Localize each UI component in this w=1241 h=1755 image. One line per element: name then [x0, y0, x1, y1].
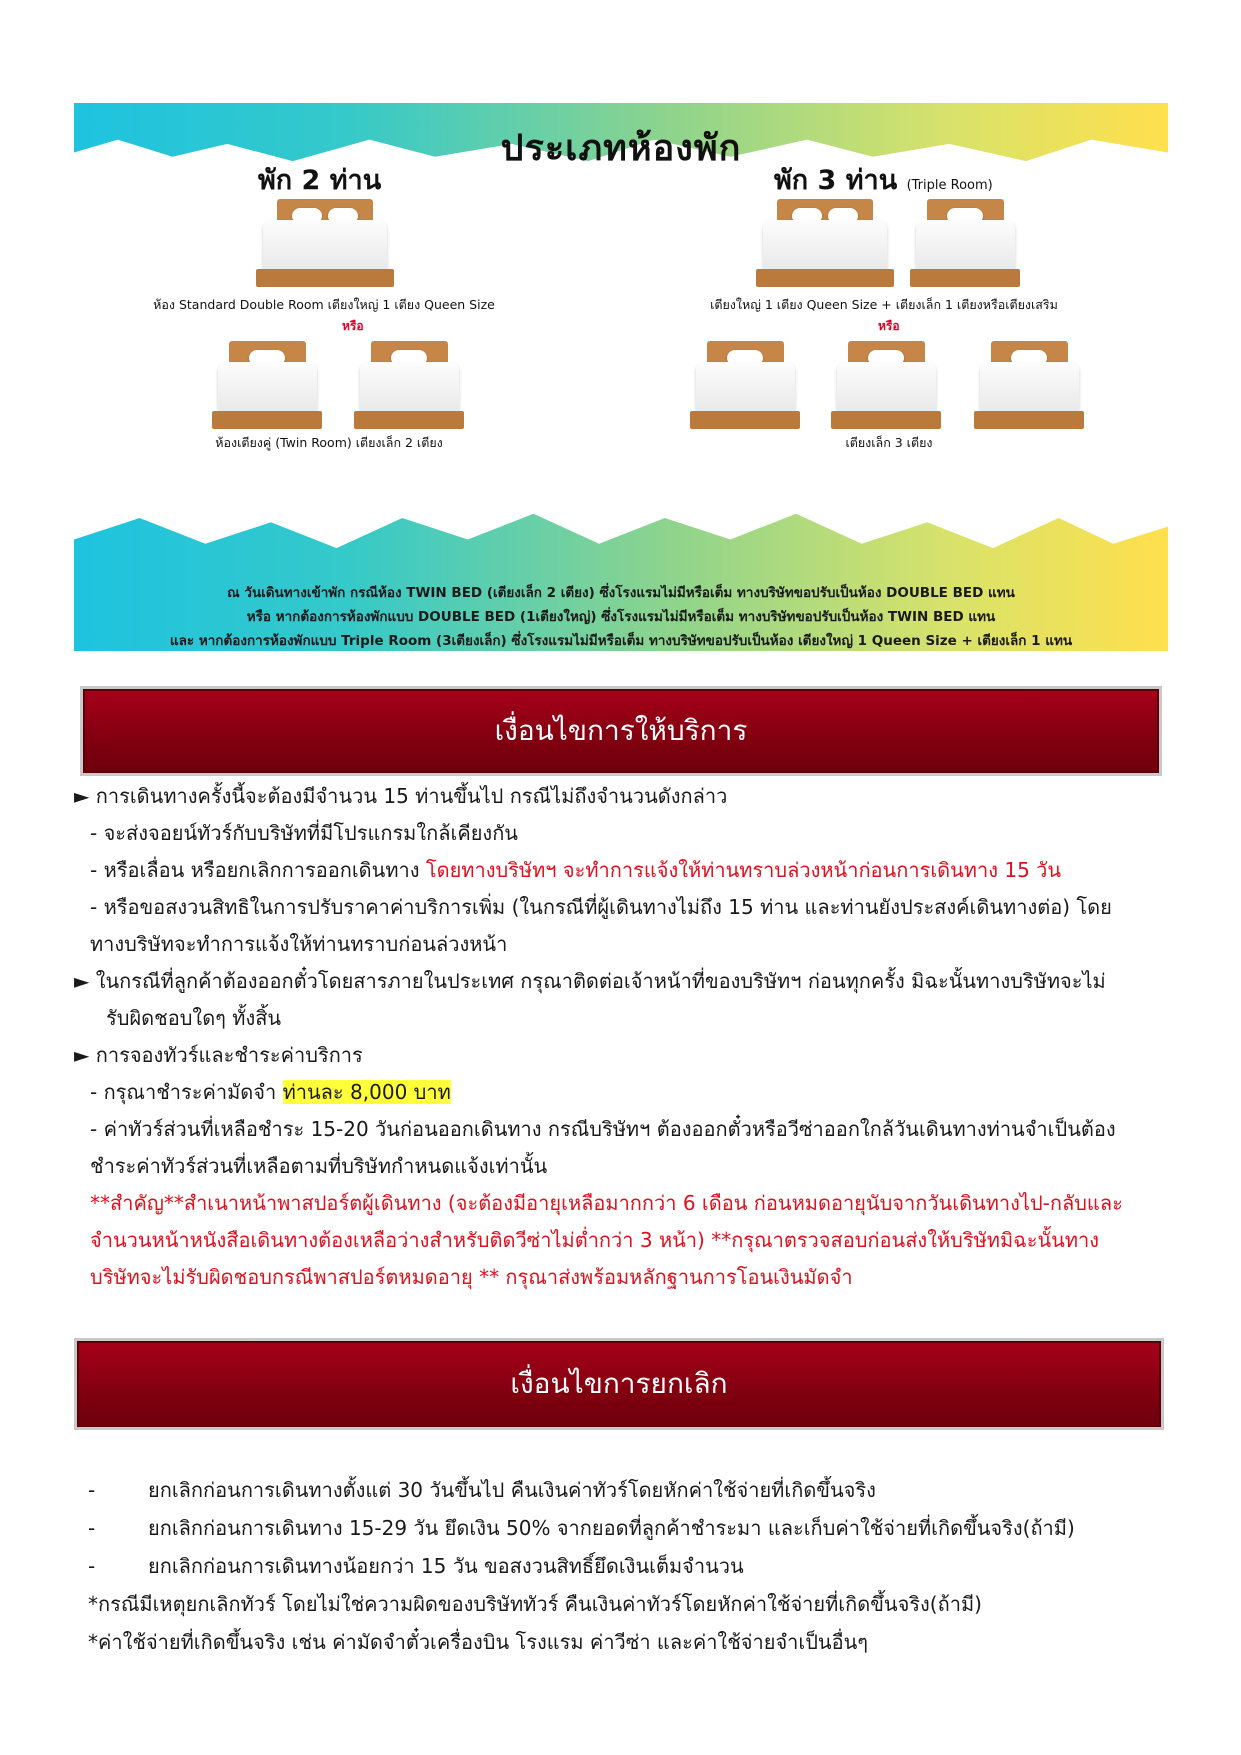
service-conditions-header — [80, 686, 1162, 776]
condition-line: ► การจองทัวร์และชำระค่าบริการ — [74, 1043, 363, 1067]
cancellation-rule-text: ยกเลิกก่อนการเดินทาง 15-29 วัน ยึดเงิน 50% จากยอดที่ลูกค้าชำระมา และเก็บค่าใช้จ่ายที่เกิดขึ้นจริง(ถ้ามี) — [148, 1516, 1075, 1540]
cancellation-rule — [88, 1474, 876, 1506]
room-note: ณ วันเดินทางเข้าพัก กรณีห้อง TWIN BED (เตียงเล็ก 2 เตียง) ซึ่งโรงแรมไม่มีหรือเต็ม ทางบริษัทขอปรับเป็นห้อง DOUBLE BED แทน — [227, 585, 1015, 601]
list-dash: - — [88, 1516, 96, 1540]
triple-room-note: (Triple Room) — [906, 178, 993, 193]
three-person-or-label: หรือ — [878, 319, 900, 333]
passport-warning-line: บริษัทจะไม่รับผิดชอบกรณีพาสปอร์ตหมดอายุ ** กรุณาส่งพร้อมหลักฐานการโอนเงินมัดจำ — [90, 1265, 853, 1289]
service-conditions-body — [74, 778, 1174, 1296]
two-person-caption-top: ห้อง Standard Double Room เตียงใหญ่ 1 เตียง Queen Size — [153, 297, 495, 312]
cancellation-footnote: *กรณีมีเหตุยกเลิกทัวร์ โดยไม่ใช่ความผิดของบริษัททัวร์ คืนเงินค่าทัวร์โดยหักค่าใช้จ่ายที่เกิดขึ้นจริง(ถ้ามี) — [88, 1592, 982, 1616]
single-bed-icon — [910, 199, 1020, 287]
cancellation-conditions-title: เงื่อนไขการยกเลิก — [510, 1367, 728, 1400]
condition-line: - หรือเลื่อน หรือยกเลิกการออกเดินทาง โดยทางบริษัทฯ จะทำการแจ้งให้ท่านทราบล่วงหน้าก่อนการเดินทาง 15 วัน — [90, 858, 1062, 882]
room-note: หรือ หากต้องการห้องพักแบบ DOUBLE BED (1เตียงใหญ่) ซึ่งโรงแรมไม่มีหรือเต็ม ทางบริษัทขอปรับเป็นห้อง TWIN BED แทน — [246, 609, 996, 625]
deposit-amount-highlight: ท่านละ 8,000 บาท — [282, 1080, 451, 1104]
condition-line: ► การเดินทางครั้งนี้จะต้องมีจำนวน 15 ท่านขึ้นไป กรณีไม่ถึงจำนวนดังกล่าว — [74, 784, 728, 808]
condition-line: ชำระค่าทัวร์ส่วนที่เหลือตามที่บริษัทกำหนดแจ้งเท่านั้น — [90, 1154, 548, 1178]
two-person-heading: พัก 2 ท่าน — [258, 165, 382, 196]
two-person-or-label: หรือ — [342, 319, 364, 333]
condition-line: รับผิดชอบใดๆ ทั้งสิ้น — [106, 1006, 282, 1030]
banner-title: ประเภทห้องพัก — [500, 128, 742, 169]
cancellation-rule-text: ยกเลิกก่อนการเดินทางตั้งแต่ 30 วันขึ้นไป คืนเงินค่าทัวร์โดยหักค่าใช้จ่ายที่เกิดขึ้นจริง — [148, 1478, 876, 1502]
condition-line: - จะส่งจอยน์ทัวร์กับบริษัทที่มีโปรแกรมใกล้เคียงกัน — [90, 821, 518, 845]
single-bed-icon — [831, 341, 941, 429]
advance-notice-text: โดยทางบริษัทฯ จะทำการแจ้งให้ท่านทราบล่วงหน้าก่อนการเดินทาง 15 วัน — [425, 858, 1062, 882]
list-dash: - — [88, 1478, 96, 1502]
single-bed-icon — [974, 341, 1084, 429]
cancellation-rule — [88, 1550, 744, 1582]
service-conditions-title: เงื่อนไขการให้บริการ — [494, 714, 748, 747]
condition-line: ► ในกรณีที่ลูกค้าต้องออกตั๋วโดยสารภายในประเทศ กรุณาติดต่อเจ้าหน้าที่ของบริษัทฯ ก่อนทุกครั้ง มิฉะนั้นทางบริษัทจะไม่ — [74, 969, 1106, 993]
double-bed-icon — [756, 199, 894, 287]
condition-line: ทางบริษัทจะทำการแจ้งให้ท่านทราบก่อนล่วงหน้า — [90, 932, 508, 956]
cancellation-conditions-header — [74, 1338, 1164, 1430]
cancellation-rule-text: ยกเลิกก่อนการเดินทางน้อยกว่า 15 วัน ขอสงวนสิทธิ์ยึดเงินเต็มจำนวน — [148, 1554, 744, 1578]
three-person-heading — [774, 158, 993, 201]
room-note: และ หากต้องการห้องพักแบบ Triple Room (3เตียงเล็ก) ซึ่งโรงแรมไม่มีหรือเต็ม ทางบริษัทขอปรับเป็นห้อง เตียงใหญ่ 1 Queen Size + เตียงเล็ก 1 แทน — [169, 633, 1073, 649]
single-bed-icon — [212, 341, 322, 429]
room-types-banner — [74, 103, 1168, 651]
condition-line: - ค่าทัวร์ส่วนที่เหลือชำระ 15-20 วันก่อนออกเดินทาง กรณีบริษัทฯ ต้องออกตั๋วหรือวีซ่าออกใกล้วันเดินทางท่านจำเป็นต้อง — [90, 1117, 1116, 1141]
two-person-caption-bottom: ห้องเตียงคู่ (Twin Room) เตียงเล็ก 2 เตียง — [215, 435, 443, 450]
cancellation-footnote: *ค่าใช้จ่ายที่เกิดขึ้นจริง เช่น ค่ามัดจำตั๋วเครื่องบิน โรงแรม ค่าวีซ่า และค่าใช้จ่ายจำเป็นอื่นๆ — [88, 1630, 869, 1654]
three-person-caption-top: เตียงใหญ่ 1 เตียง Queen Size + เตียงเล็ก 1 เตียงหรือเตียงเสริม — [710, 297, 1058, 312]
passport-warning-line: **สำคัญ**สำเนาหน้าพาสปอร์ตผู้เดินทาง (จะต้องมีอายุเหลือมากกว่า 6 เดือน ก่อนหมดอายุนับจากวันเดินทางไป-กลับและ — [90, 1191, 1123, 1215]
single-bed-icon — [690, 341, 800, 429]
double-bed-icon — [256, 199, 394, 287]
room-notes — [74, 581, 1168, 651]
condition-line: - กรุณาชำระค่ามัดจำ ท่านละ 8,000 บาท — [90, 1080, 451, 1104]
passport-warning-line: จำนวนหน้าหนังสือเดินทางต้องเหลือว่างสำหรับติดวีซ่าไม่ต่ำกว่า 3 หน้า) **กรุณาตรวจสอบก่อนส่งให้บริษัทมิฉะนั้นทาง — [90, 1228, 1100, 1252]
single-bed-icon — [354, 341, 464, 429]
three-person-caption-bottom: เตียงเล็ก 3 เตียง — [845, 435, 933, 450]
cancellation-rule — [88, 1512, 1075, 1544]
three-person-heading-text: พัก 3 ท่าน — [774, 165, 898, 196]
condition-line: - หรือขอสงวนสิทธิในการปรับราคาค่าบริการเพิ่ม (ในกรณีที่ผู้เดินทางไม่ถึง 15 ท่าน และท่านยังประสงค์เดินทางต่อ) โดย — [90, 895, 1112, 919]
list-dash: - — [88, 1554, 96, 1578]
